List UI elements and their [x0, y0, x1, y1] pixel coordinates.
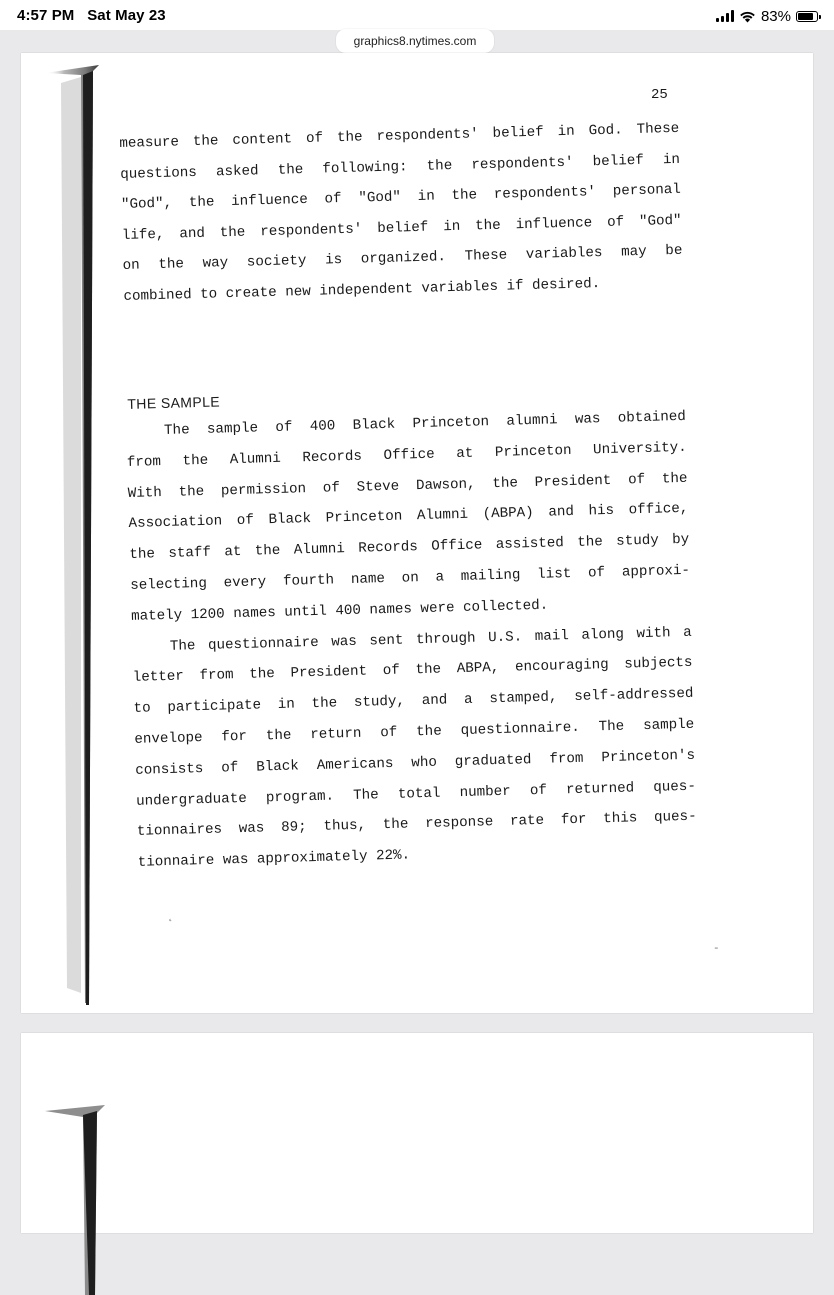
word: office, — [628, 501, 689, 519]
word: ques- — [653, 778, 697, 796]
cellular-signal-icon — [716, 10, 734, 22]
word: sent — [369, 632, 404, 650]
word: on — [401, 570, 419, 587]
battery-icon — [796, 11, 818, 22]
word: influence — [231, 191, 309, 210]
next-document-page — [21, 1033, 813, 1233]
word: Princeton — [494, 442, 572, 461]
clock-time: 4:57 PM — [17, 7, 75, 24]
word: society — [246, 252, 307, 271]
word: ques- — [653, 809, 697, 827]
word: of — [275, 419, 293, 436]
word: study — [616, 532, 660, 550]
wifi-icon — [739, 10, 756, 23]
word: rate — [509, 813, 545, 831]
word: name — [350, 571, 386, 588]
word: a — [435, 569, 445, 586]
word: organized. — [360, 249, 447, 268]
word: The — [169, 637, 196, 655]
clock-date: Sat May 23 — [87, 7, 166, 24]
word: on — [122, 257, 140, 274]
word: "God" — [638, 212, 682, 230]
word: Records — [358, 539, 419, 557]
word: may — [620, 243, 647, 261]
word: the — [336, 129, 363, 147]
word: Princeton's — [601, 747, 696, 767]
binding-edge-image — [39, 1105, 109, 1295]
word: way — [202, 255, 229, 272]
word: the — [188, 194, 215, 212]
word: and — [421, 692, 448, 710]
page-number: 25 — [651, 87, 668, 103]
address-bar-url: graphics8.nytimes.com — [353, 34, 477, 48]
word: for — [560, 812, 587, 829]
word: of — [380, 724, 398, 742]
word: letter — [132, 668, 185, 687]
word: number — [459, 783, 511, 801]
word: the — [415, 661, 442, 679]
word: the — [492, 475, 519, 492]
word: Americans — [316, 755, 394, 774]
word: the — [451, 187, 478, 205]
document-page — [21, 53, 813, 1013]
word: stamped, — [489, 689, 558, 708]
word: With — [127, 484, 163, 502]
text-line: mately 1200 names until 400 names were collected. — [130, 597, 549, 625]
word: Black — [256, 758, 300, 776]
word: Records — [302, 448, 363, 467]
word: personal — [612, 181, 682, 200]
word: fourth — [282, 572, 335, 590]
word: the — [219, 224, 246, 241]
word: alumni — [506, 412, 558, 430]
word: These — [464, 247, 508, 265]
word: of — [236, 512, 255, 530]
binding-edge-image — [31, 63, 101, 1008]
word: The — [352, 786, 379, 804]
word: the — [661, 470, 688, 488]
word: in — [443, 218, 461, 235]
word: the — [249, 666, 276, 684]
word: in — [277, 696, 296, 714]
word: The — [163, 422, 190, 439]
word: Alumni — [229, 450, 282, 468]
battery-percent: 83% — [760, 7, 791, 25]
word: by — [671, 531, 690, 549]
word: Alumni — [293, 541, 346, 559]
word: of — [322, 479, 341, 497]
word: questionnaire — [207, 634, 319, 654]
word: the — [178, 483, 205, 501]
word: who — [411, 754, 438, 772]
scan-speck: - — [713, 943, 720, 955]
word: in — [557, 123, 575, 141]
word: return — [310, 725, 362, 744]
word: list — [537, 565, 572, 583]
word: belief — [377, 219, 429, 237]
word: envelope — [134, 730, 203, 748]
word: through — [415, 630, 476, 648]
word: respondents' — [493, 184, 597, 203]
word: the — [426, 157, 453, 175]
word: Alumni — [416, 507, 469, 525]
word: life, — [121, 226, 165, 244]
word: These — [636, 120, 680, 138]
word: is — [324, 252, 343, 269]
word: sample — [206, 420, 259, 438]
word: along — [581, 626, 625, 644]
status-bar — [0, 0, 834, 30]
word: study, — [353, 693, 406, 712]
word: "God" — [358, 189, 402, 207]
word: variables — [525, 244, 603, 264]
address-bar[interactable] — [336, 29, 494, 53]
word: of — [382, 663, 401, 680]
word: asked — [215, 162, 259, 180]
word: staff — [168, 544, 212, 563]
word: Dawson, — [415, 476, 476, 494]
word: from — [549, 750, 584, 768]
word: respondents' — [471, 154, 574, 173]
word: this — [603, 810, 638, 828]
word: measure — [119, 134, 180, 152]
word: the — [192, 133, 219, 151]
word: permission — [220, 480, 307, 500]
word: his — [588, 503, 615, 520]
word: in — [417, 188, 435, 205]
word: of — [587, 565, 606, 582]
word: 89; — [280, 819, 307, 837]
word: Black — [268, 511, 312, 529]
word: and — [548, 504, 575, 521]
word: a — [682, 624, 692, 641]
section-heading: THE SAMPLE — [127, 393, 221, 412]
word: from — [126, 453, 162, 471]
word: response — [424, 814, 494, 833]
word: and — [179, 225, 206, 242]
word: sample — [642, 716, 695, 735]
word: be — [665, 242, 683, 260]
word: (ABPA) — [482, 505, 534, 523]
word: Princeton — [412, 414, 490, 433]
sample-section — [125, 376, 698, 879]
word: belief — [592, 152, 644, 170]
word: the — [254, 543, 281, 560]
word: respondents' — [260, 220, 363, 240]
word: a — [463, 691, 473, 709]
word: every — [223, 574, 267, 592]
word: the — [129, 546, 156, 564]
word: total — [397, 785, 441, 803]
word: Steve — [356, 478, 400, 496]
word: of — [606, 213, 625, 231]
paragraph-belief-in-god — [119, 114, 684, 312]
word: subjects — [624, 655, 693, 673]
word: of — [324, 191, 342, 208]
word: selecting — [130, 575, 208, 594]
word: of — [529, 782, 548, 799]
word: participate — [167, 697, 262, 717]
word: the — [311, 695, 338, 713]
word: returned — [565, 779, 635, 798]
word: 400 — [309, 418, 336, 436]
word: the — [415, 723, 442, 741]
word: U.S. — [487, 628, 523, 646]
word: was — [238, 820, 265, 838]
scan-speck: ˛ — [167, 911, 174, 923]
word: to — [133, 700, 151, 718]
word: program. — [265, 788, 335, 806]
word: encouraging — [514, 657, 609, 676]
status-time — [17, 7, 166, 24]
text-line: tionnaire was approximately 22%. — [137, 847, 411, 871]
word: the — [265, 727, 292, 745]
word: mail — [534, 627, 570, 645]
word: the — [474, 217, 501, 234]
word: Black — [352, 416, 396, 434]
word: graduated — [454, 751, 532, 770]
word: "God", — [120, 195, 173, 213]
word: Princeton — [325, 508, 403, 528]
word: consists — [135, 760, 204, 779]
word: The — [598, 718, 625, 736]
word: President — [290, 663, 368, 682]
word: the — [577, 534, 604, 552]
word: influence — [515, 214, 593, 233]
text-line: combined to create new independent variables if desired. — [123, 275, 601, 305]
word: tionnaires — [136, 821, 223, 841]
word: questionnaire. — [460, 719, 581, 740]
word: ABPA, — [456, 660, 500, 678]
word: Office — [383, 446, 435, 464]
word: obtained — [617, 408, 687, 427]
word: Office — [431, 537, 483, 555]
word: President — [534, 472, 612, 491]
word: mailing — [460, 567, 521, 585]
word: belief — [492, 124, 544, 142]
word: at — [456, 445, 474, 462]
word: the — [382, 816, 409, 834]
word: from — [199, 667, 234, 685]
word: with — [636, 624, 671, 642]
word: God. — [588, 122, 623, 140]
word: approxi- — [621, 562, 691, 581]
word: assisted — [495, 535, 565, 554]
word: was — [574, 411, 601, 428]
word: at — [224, 544, 242, 561]
word: was — [331, 633, 358, 651]
word: content — [232, 131, 293, 149]
word: in — [662, 151, 681, 168]
word: the — [158, 256, 185, 273]
word: of — [627, 471, 646, 489]
word: the — [277, 161, 304, 179]
word: University. — [592, 439, 687, 459]
word: for — [221, 728, 248, 746]
word: self-addressed — [574, 685, 694, 706]
status-indicators — [716, 6, 818, 26]
word: following: — [322, 158, 408, 178]
word: of — [305, 130, 324, 147]
word: thus, — [323, 818, 367, 836]
word: the — [182, 452, 209, 470]
word: respondents' — [376, 126, 479, 146]
word: questions — [120, 164, 198, 183]
word: undergraduate — [135, 790, 247, 810]
word: of — [221, 759, 239, 777]
word: Association — [128, 513, 223, 533]
